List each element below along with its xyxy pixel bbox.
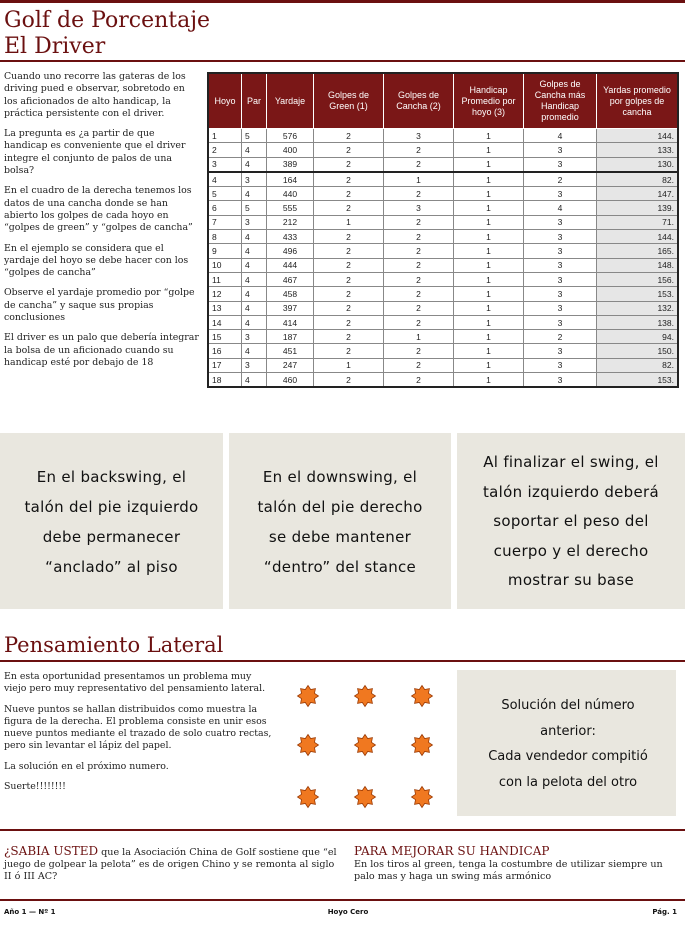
table-row — [208, 201, 678, 215]
sabia-usted-note — [4, 845, 339, 883]
cell-par: 4 — [242, 272, 267, 286]
cell-yardas-promedio: 156. — [597, 272, 679, 286]
cell-hoyo: 12 — [208, 287, 242, 301]
tip-line: talón del pie derecho — [257, 498, 423, 516]
cell-hoyo: 10 — [208, 258, 242, 272]
header-yardaje: Yardaje — [267, 73, 314, 129]
cell-golpes-cancha: 2 — [384, 244, 454, 258]
cell-yardaje: 397 — [267, 301, 314, 315]
title-line-1: Golf de Porcentaje — [4, 8, 211, 33]
cell-golpes-cancha: 2 — [384, 157, 454, 172]
cell-golpes-cancha: 2 — [384, 301, 454, 315]
top-rule — [0, 0, 685, 3]
table-row — [208, 315, 678, 329]
cell-hoyo: 17 — [208, 358, 242, 372]
mejorar-handicap-note — [354, 845, 680, 883]
table-row — [208, 187, 678, 201]
cell-golpes-cancha: 2 — [384, 187, 454, 201]
table-row — [208, 157, 678, 172]
cell-golpes-green: 2 — [314, 287, 384, 301]
lateral-rule — [0, 660, 685, 662]
cell-yardas-promedio: 94. — [597, 330, 679, 344]
cell-hoyo: 8 — [208, 230, 242, 244]
notes-rule — [0, 829, 685, 831]
table-row — [208, 143, 678, 157]
cell-hoyo: 18 — [208, 373, 242, 388]
intro-paragraph: Cuando uno recorre las gateras de los driving pued e observar, sobretodo en los aficionados de alto handicap, la práctica persistente con el driver. — [4, 71, 186, 119]
cell-yardas-promedio: 144. — [597, 129, 679, 143]
table-row — [208, 330, 678, 344]
cell-golpes-green: 1 — [314, 358, 384, 372]
tip-line: “anclado” al piso — [45, 558, 178, 576]
cell-yardaje: 460 — [267, 373, 314, 388]
page-title — [4, 8, 210, 60]
cell-par: 4 — [242, 301, 267, 315]
cell-golpes-green: 2 — [314, 301, 384, 315]
cell-golpes-green: 2 — [314, 344, 384, 358]
cell-handicap: 1 — [454, 258, 524, 272]
cell-par: 4 — [242, 157, 267, 172]
cell-yardaje: 187 — [267, 330, 314, 344]
cell-golpes-cancha: 2 — [384, 258, 454, 272]
cell-hoyo: 3 — [208, 157, 242, 172]
cell-par: 4 — [242, 187, 267, 201]
table-row — [208, 129, 678, 143]
puzzle-dot — [412, 735, 433, 756]
cell-handicap: 1 — [454, 244, 524, 258]
tip-line: “dentro” del stance — [263, 558, 417, 576]
cell-handicap: 1 — [454, 287, 524, 301]
solution-line: Solución del número — [501, 698, 635, 713]
cell-yardaje: 414 — [267, 315, 314, 329]
cell-golpes-cancha: 2 — [384, 230, 454, 244]
cell-golpes-cancha: 2 — [384, 373, 454, 388]
cell-golpes-cancha: 1 — [384, 330, 454, 344]
mejorar-text: En los tiros al green, tenga la costumbre de utilizar siempre un palo mas y haga un swing más armónico — [354, 859, 663, 882]
cell-par: 4 — [242, 373, 267, 388]
header-golpes-mas-handicap: Golpes de Cancha más Handicap promedio — [524, 73, 597, 129]
cell-yardaje: 496 — [267, 244, 314, 258]
cell-yardas-promedio: 165. — [597, 244, 679, 258]
table-header-row — [208, 73, 678, 129]
cell-yardas-promedio: 71. — [597, 215, 679, 229]
puzzle-dot — [298, 735, 319, 756]
cell-golpes-green: 2 — [314, 129, 384, 143]
puzzle-dot — [412, 686, 433, 707]
header-golpes-cancha: Golpes de Cancha (2) — [384, 73, 454, 129]
cell-yardas-promedio: 148. — [597, 258, 679, 272]
cell-golpes-cancha: 3 — [384, 129, 454, 143]
cell-handicap: 1 — [454, 129, 524, 143]
table-row — [208, 301, 678, 315]
cell-golpes-mas-handicap: 3 — [524, 230, 597, 244]
cell-hoyo: 5 — [208, 187, 242, 201]
intro-text — [4, 71, 200, 377]
cell-hoyo: 6 — [208, 201, 242, 215]
cell-par: 4 — [242, 315, 267, 329]
cell-golpes-mas-handicap: 3 — [524, 358, 597, 372]
cell-yardaje: 389 — [267, 157, 314, 172]
cell-par: 3 — [242, 172, 267, 187]
cell-handicap: 1 — [454, 215, 524, 229]
tip-line: talón del pie izquierdo — [24, 498, 199, 516]
cell-hoyo: 11 — [208, 272, 242, 286]
cell-handicap: 1 — [454, 172, 524, 187]
header-hoyo: Hoyo — [208, 73, 242, 129]
cell-golpes-cancha: 2 — [384, 344, 454, 358]
cell-golpes-green: 2 — [314, 272, 384, 286]
cell-par: 3 — [242, 358, 267, 372]
cell-yardaje: 164 — [267, 172, 314, 187]
lateral-paragraph: En esta oportunidad presentamos un problema muy viejo pero muy representativo del pensamiento lateral. — [4, 671, 266, 695]
footer-page: Pág. 1 — [652, 908, 677, 916]
cell-golpes-mas-handicap: 4 — [524, 129, 597, 143]
cell-handicap: 1 — [454, 315, 524, 329]
cell-yardas-promedio: 130. — [597, 157, 679, 172]
cell-par: 3 — [242, 330, 267, 344]
tip-line: En el backswing, el — [36, 468, 187, 486]
cell-golpes-mas-handicap: 3 — [524, 244, 597, 258]
hole-data-table — [207, 72, 679, 388]
table-row — [208, 344, 678, 358]
cell-golpes-cancha: 2 — [384, 287, 454, 301]
tip-line: cuerpo y el derecho — [493, 541, 649, 560]
cell-handicap: 1 — [454, 187, 524, 201]
cell-hoyo: 9 — [208, 244, 242, 258]
table-row — [208, 287, 678, 301]
lateral-paragraph: Suerte!!!!!!!! — [4, 781, 66, 793]
solution-line: con la pelota del otro — [498, 774, 638, 790]
tip-line: En el downswing, el — [262, 468, 418, 486]
header-handicap-promedio: Handicap Promedio por hoyo (3) — [454, 73, 524, 129]
cell-golpes-green: 2 — [314, 143, 384, 157]
cell-hoyo: 7 — [208, 215, 242, 229]
intro-paragraph: En el cuadro de la derecha tenemos los datos de una cancha donde se han abierto los golpes de cada hoyo en “golpes de green” y “golpes de cancha” — [4, 185, 193, 234]
cell-yardas-promedio: 82. — [597, 358, 679, 372]
cell-golpes-cancha: 2 — [384, 315, 454, 329]
intro-paragraph: Observe el yardaje promedio por “golpe de cancha” y saque sus propias conclusiones — [4, 287, 195, 324]
puzzle-dot — [298, 787, 319, 808]
cell-handicap: 1 — [454, 230, 524, 244]
lateral-paragraph: Nueve puntos se hallan distribuidos como muestra la figura de la derecha. El problema consiste en unir esos nueve puntos mediante el trazado de solo cuatro rectas, pero sin levantar el lápiz del papel. — [4, 703, 272, 752]
puzzle-dot — [412, 787, 433, 808]
cell-yardaje: 444 — [267, 258, 314, 272]
cell-golpes-green: 2 — [314, 201, 384, 215]
cell-par: 5 — [242, 129, 267, 143]
solution-line: Cada vendedor compitió — [488, 749, 648, 764]
cell-golpes-green: 2 — [314, 157, 384, 172]
table-row — [208, 172, 678, 187]
cell-handicap: 1 — [454, 358, 524, 372]
cell-golpes-mas-handicap: 2 — [524, 330, 597, 344]
cell-yardaje: 576 — [267, 129, 314, 143]
cell-par: 4 — [242, 258, 267, 272]
cell-yardas-promedio: 153. — [597, 373, 679, 388]
cell-par: 3 — [242, 215, 267, 229]
table-row — [208, 373, 678, 388]
cell-par: 4 — [242, 230, 267, 244]
cell-yardas-promedio: 147. — [597, 187, 679, 201]
cell-handicap: 1 — [454, 330, 524, 344]
cell-yardas-promedio: 153. — [597, 287, 679, 301]
cell-golpes-mas-handicap: 3 — [524, 215, 597, 229]
tip-backswing — [0, 462, 223, 582]
cell-golpes-cancha: 2 — [384, 215, 454, 229]
cell-par: 4 — [242, 344, 267, 358]
cell-yardaje: 400 — [267, 143, 314, 157]
header-yardas-promedio: Yardas promedio por golpes de cancha — [597, 73, 679, 129]
cell-yardaje: 433 — [267, 230, 314, 244]
cell-yardaje: 555 — [267, 201, 314, 215]
cell-golpes-mas-handicap: 3 — [524, 143, 597, 157]
cell-golpes-green: 2 — [314, 315, 384, 329]
cell-yardas-promedio: 133. — [597, 143, 679, 157]
intro-paragraph: La pregunta es ¿a partir de que handicap es conveniente que el driver integre el conjunto de palos de una bolsa? — [4, 128, 186, 177]
cell-par: 4 — [242, 143, 267, 157]
cell-hoyo: 16 — [208, 344, 242, 358]
cell-golpes-mas-handicap: 3 — [524, 373, 597, 388]
cell-golpes-mas-handicap: 3 — [524, 315, 597, 329]
cell-golpes-cancha: 2 — [384, 272, 454, 286]
cell-golpes-mas-handicap: 3 — [524, 272, 597, 286]
cell-golpes-mas-handicap: 4 — [524, 201, 597, 215]
table-body — [208, 129, 678, 388]
cell-golpes-green: 1 — [314, 215, 384, 229]
title-line-2: El Driver — [4, 34, 106, 59]
cell-hoyo: 2 — [208, 143, 242, 157]
cell-hoyo: 14 — [208, 315, 242, 329]
table-row — [208, 358, 678, 372]
cell-yardas-promedio: 82. — [597, 172, 679, 187]
cell-yardaje: 451 — [267, 344, 314, 358]
cell-par: 4 — [242, 244, 267, 258]
puzzle-dot — [298, 686, 319, 707]
header-par: Par — [242, 73, 267, 129]
tip-downswing — [229, 462, 451, 582]
mejorar-heading: PARA MEJORAR SU HANDICAP — [354, 844, 550, 858]
cell-hoyo: 15 — [208, 330, 242, 344]
table-row — [208, 258, 678, 272]
sabia-text: que la Asociación China de Golf sostiene que “el juego de golpear la pelota” es de origen Chino y se remonta al siglo II ó III AC? — [4, 847, 337, 882]
cell-golpes-mas-handicap: 3 — [524, 287, 597, 301]
cell-handicap: 1 — [454, 201, 524, 215]
cell-golpes-mas-handicap: 3 — [524, 301, 597, 315]
cell-golpes-green: 2 — [314, 373, 384, 388]
cell-yardas-promedio: 150. — [597, 344, 679, 358]
cell-golpes-mas-handicap: 3 — [524, 187, 597, 201]
cell-golpes-cancha: 2 — [384, 358, 454, 372]
footer-rule — [0, 899, 685, 901]
cell-yardas-promedio: 144. — [597, 230, 679, 244]
cell-golpes-mas-handicap: 3 — [524, 344, 597, 358]
cell-golpes-green: 2 — [314, 258, 384, 272]
cell-handicap: 1 — [454, 301, 524, 315]
intro-paragraph: El driver es un palo que debería integrar la bolsa de un aficionado cuando su handicap esté por debajo de 18 — [4, 332, 199, 368]
cell-golpes-green: 2 — [314, 187, 384, 201]
cell-handicap: 1 — [454, 157, 524, 172]
cell-golpes-mas-handicap: 2 — [524, 172, 597, 187]
cell-golpes-green: 2 — [314, 244, 384, 258]
tip-line: Al finalizar el swing, el — [483, 453, 659, 471]
cell-golpes-cancha: 2 — [384, 143, 454, 157]
tip-finish — [457, 448, 685, 596]
cell-yardaje: 212 — [267, 215, 314, 229]
tip-line: debe permanecer — [42, 528, 181, 546]
lateral-text — [4, 671, 272, 801]
table-row — [208, 215, 678, 229]
cell-par: 5 — [242, 201, 267, 215]
puzzle-dot — [355, 686, 376, 707]
sabia-heading: ¿SABIA USTED — [4, 844, 99, 858]
cell-yardaje: 458 — [267, 287, 314, 301]
tip-line: se debe mantener — [268, 528, 412, 546]
cell-golpes-cancha: 1 — [384, 172, 454, 187]
tip-line: mostrar su base — [507, 571, 635, 589]
puzzle-dot — [355, 787, 376, 808]
table-row — [208, 230, 678, 244]
lateral-title: Pensamiento Lateral — [4, 633, 224, 657]
table-row — [208, 272, 678, 286]
table-row — [208, 244, 678, 258]
nine-dots-figure — [290, 676, 450, 816]
cell-golpes-green: 2 — [314, 330, 384, 344]
header-golpes-green: Golpes de Green (1) — [314, 73, 384, 129]
cell-hoyo: 13 — [208, 301, 242, 315]
tip-line: talón izquierdo deberá — [483, 482, 659, 501]
cell-par: 4 — [242, 287, 267, 301]
cell-handicap: 1 — [454, 143, 524, 157]
cell-golpes-mas-handicap: 3 — [524, 258, 597, 272]
lateral-paragraph: La solución en el próximo numero. — [4, 760, 169, 772]
cell-handicap: 1 — [454, 344, 524, 358]
cell-yardaje: 467 — [267, 272, 314, 286]
footer-publication: Hoyo Cero — [327, 908, 369, 916]
cell-golpes-green: 2 — [314, 230, 384, 244]
cell-handicap: 1 — [454, 272, 524, 286]
cell-handicap: 1 — [454, 373, 524, 388]
solution-line: anterior: — [540, 723, 596, 739]
cell-golpes-cancha: 3 — [384, 201, 454, 215]
solution-text — [460, 693, 676, 795]
intro-paragraph: En el ejemplo se considera que el yardaje del hoyo se debe hacer con los “golpes de cancha” — [4, 242, 189, 279]
puzzle-dot — [355, 735, 376, 756]
cell-yardas-promedio: 132. — [597, 301, 679, 315]
cell-yardaje: 247 — [267, 358, 314, 372]
cell-hoyo: 1 — [208, 129, 242, 143]
cell-yardas-promedio: 138. — [597, 315, 679, 329]
title-rule — [0, 60, 685, 62]
cell-yardaje: 440 — [267, 187, 314, 201]
cell-golpes-green: 2 — [314, 172, 384, 187]
cell-golpes-mas-handicap: 3 — [524, 157, 597, 172]
footer-issue: Año 1 — Nº 1 — [4, 908, 56, 916]
tip-line: soportar el peso del — [493, 512, 649, 530]
cell-yardas-promedio: 139. — [597, 201, 679, 215]
cell-hoyo: 4 — [208, 172, 242, 187]
